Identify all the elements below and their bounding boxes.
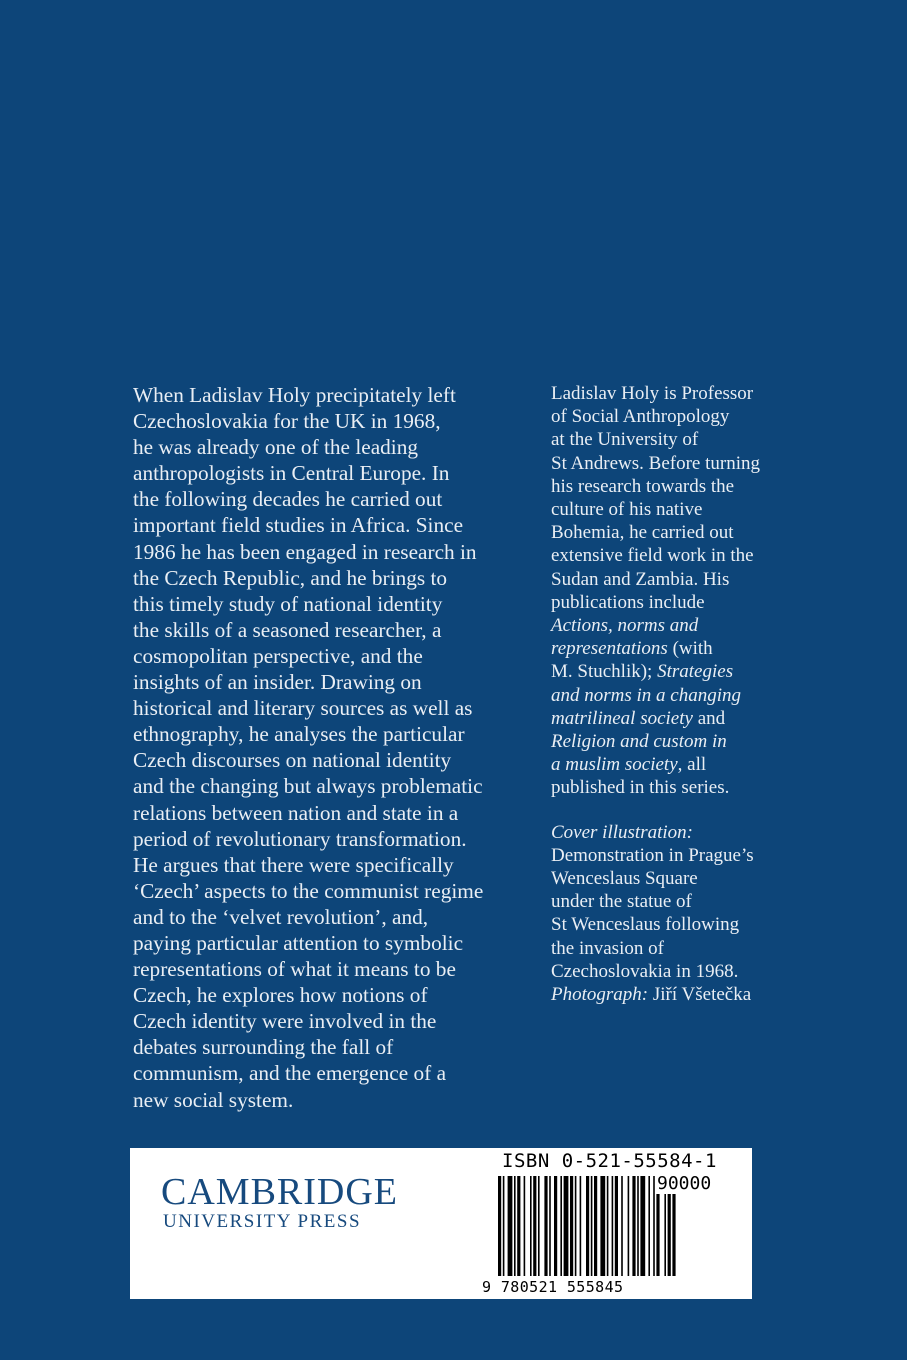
cover-line: Wenceslaus Square xyxy=(551,868,698,890)
book-title: Strategies xyxy=(657,661,734,683)
coauthor: M. Stuchlik); xyxy=(551,661,653,683)
blurb-line: and the changing but always problematic xyxy=(133,774,483,799)
bio-line: at the University of xyxy=(551,429,699,451)
bio-line: Bohemia, he carried out xyxy=(551,522,734,544)
price-code: 90000 xyxy=(657,1173,712,1194)
barcode-bar xyxy=(530,1176,532,1276)
blurb-line: He argues that there were specifically xyxy=(133,852,454,877)
cover-line: St Wenceslaus following xyxy=(551,914,740,936)
barcode-bar xyxy=(615,1176,618,1276)
bio-line: of Social Anthropology xyxy=(551,406,730,428)
barcode-bar xyxy=(580,1176,582,1276)
bio-text: , all xyxy=(677,754,707,776)
bio-line: his research towards the xyxy=(551,475,735,497)
blurb-line: representations of what it means to be xyxy=(133,957,456,982)
blurb-line: relations between nation and state in a xyxy=(133,800,459,825)
blurb-line: anthropologists in Central Europe. In xyxy=(133,461,450,486)
bio-line: published in this series. xyxy=(551,777,730,799)
barcode-bar xyxy=(508,1176,513,1276)
blurb-line: the skills of a seasoned researcher, a xyxy=(133,617,442,642)
bio-text: (with xyxy=(667,638,713,660)
cover-line: Demonstration in Prague’s xyxy=(551,844,754,866)
photo-label: Photograph: xyxy=(551,984,649,1006)
cover-label: Cover illustration: xyxy=(551,821,693,843)
barcode-bar xyxy=(632,1176,635,1276)
book-title: a muslim society xyxy=(551,754,678,776)
barcode-bar xyxy=(514,1176,516,1276)
barcode-bar xyxy=(549,1176,551,1276)
blurb-line: insights of an insider. Drawing on xyxy=(133,670,422,695)
barcode-bar xyxy=(570,1176,573,1276)
barcode-bar xyxy=(612,1176,614,1276)
blurb-line: When Ladislav Holy precipitately left xyxy=(133,383,456,407)
blurb-line: Czechoslovakia for the UK in 1968, xyxy=(133,409,441,434)
publisher-subtitle: UNIVERSITY PRESS xyxy=(163,1211,362,1232)
bio-text: and xyxy=(692,707,726,729)
cover-line: Czechoslovakia in 1968. xyxy=(551,960,739,982)
blurb-line: new social system. xyxy=(133,1087,294,1112)
blurb-line: paying particular attention to symbolic xyxy=(133,930,464,955)
barcode-bar xyxy=(564,1176,569,1276)
barcode-bar xyxy=(575,1176,577,1276)
barcode-bar xyxy=(591,1176,593,1276)
blurb-line: ethnography, he analyses the particular xyxy=(133,722,465,747)
blurb-line: 1986 he has been engaged in research in xyxy=(133,539,477,564)
cover-line: under the statue of xyxy=(551,891,692,913)
bio-line: St Andrews. Before turning xyxy=(551,452,760,474)
barcode-bar xyxy=(554,1176,557,1276)
bio-line: extensive field work in the xyxy=(551,545,754,567)
bio-line: publications include xyxy=(551,591,705,613)
blurb-line: debates surrounding the fall of xyxy=(133,1035,394,1060)
barcode-bar xyxy=(640,1176,645,1276)
barcode-bar xyxy=(637,1176,639,1276)
barcode-bar xyxy=(648,1176,650,1276)
blurb-line: important field studies in Africa. Since xyxy=(133,513,464,538)
barcode-bar xyxy=(544,1176,547,1276)
blurb-line: and to the ‘velvet revolution’, and, xyxy=(133,904,429,929)
blurb-line: Czech, he explores how notions of xyxy=(133,983,428,1008)
barcode-bar xyxy=(517,1176,520,1276)
barcode-bar xyxy=(538,1176,540,1276)
book-title: and norms in a changing xyxy=(551,684,741,706)
barcode-bar xyxy=(498,1176,501,1276)
cover-line: the invasion of xyxy=(551,937,664,959)
bio-line: Sudan and Zambia. His xyxy=(551,568,730,590)
blurb-line: this timely study of national identity xyxy=(133,591,443,616)
bio-paragraph xyxy=(551,382,801,800)
book-title: Actions, norms and xyxy=(551,615,699,637)
barcode-bar xyxy=(621,1176,623,1276)
barcode-bar xyxy=(560,1176,562,1276)
publisher-footer xyxy=(130,1148,752,1299)
blurb-paragraph xyxy=(133,382,533,1113)
blurb-line: communism, and the emergence of a xyxy=(133,1061,447,1086)
book-title: representations xyxy=(551,638,668,660)
book-title: Religion and custom in xyxy=(551,731,727,753)
blurb-line: cosmopolitan perspective, and the xyxy=(133,643,423,668)
barcode-bar xyxy=(586,1176,589,1276)
ean-number: 9 780521 555845 xyxy=(482,1278,624,1296)
cover-credit xyxy=(551,821,801,1007)
isbn-label: ISBN 0-521-55584-1 xyxy=(502,1150,717,1172)
blurb-line: historical and literary sources as well as xyxy=(133,696,473,721)
blurb-line: ‘Czech’ aspects to the communist regime xyxy=(133,878,484,903)
barcode-bar xyxy=(524,1176,526,1276)
blurb-line: the following decades he carried out xyxy=(133,487,443,512)
author-bio xyxy=(551,382,801,1027)
blurb-line: he was already one of the leading xyxy=(133,435,419,460)
photographer: Jiří Všetečka xyxy=(648,984,752,1006)
barcode-bar xyxy=(628,1176,630,1276)
blurb-line: Czech discourses on national identity xyxy=(133,748,452,773)
barcode-bar xyxy=(503,1176,505,1276)
bio-line: Ladislav Holy is Professor xyxy=(551,383,754,404)
barcode-bar xyxy=(533,1176,536,1276)
book-title: matrilineal society xyxy=(551,707,693,729)
barcode-bar xyxy=(600,1176,605,1276)
barcode-bar xyxy=(594,1176,597,1276)
publisher-name: CAMBRIDGE xyxy=(161,1171,399,1213)
bio-line: culture of his native xyxy=(551,499,703,521)
blurb-line: period of revolutionary transformation. xyxy=(133,826,467,851)
blurb-line: Czech identity were involved in the xyxy=(133,1009,437,1034)
blurb-line: the Czech Republic, and he brings to xyxy=(133,565,448,590)
barcode-bar xyxy=(607,1176,609,1276)
